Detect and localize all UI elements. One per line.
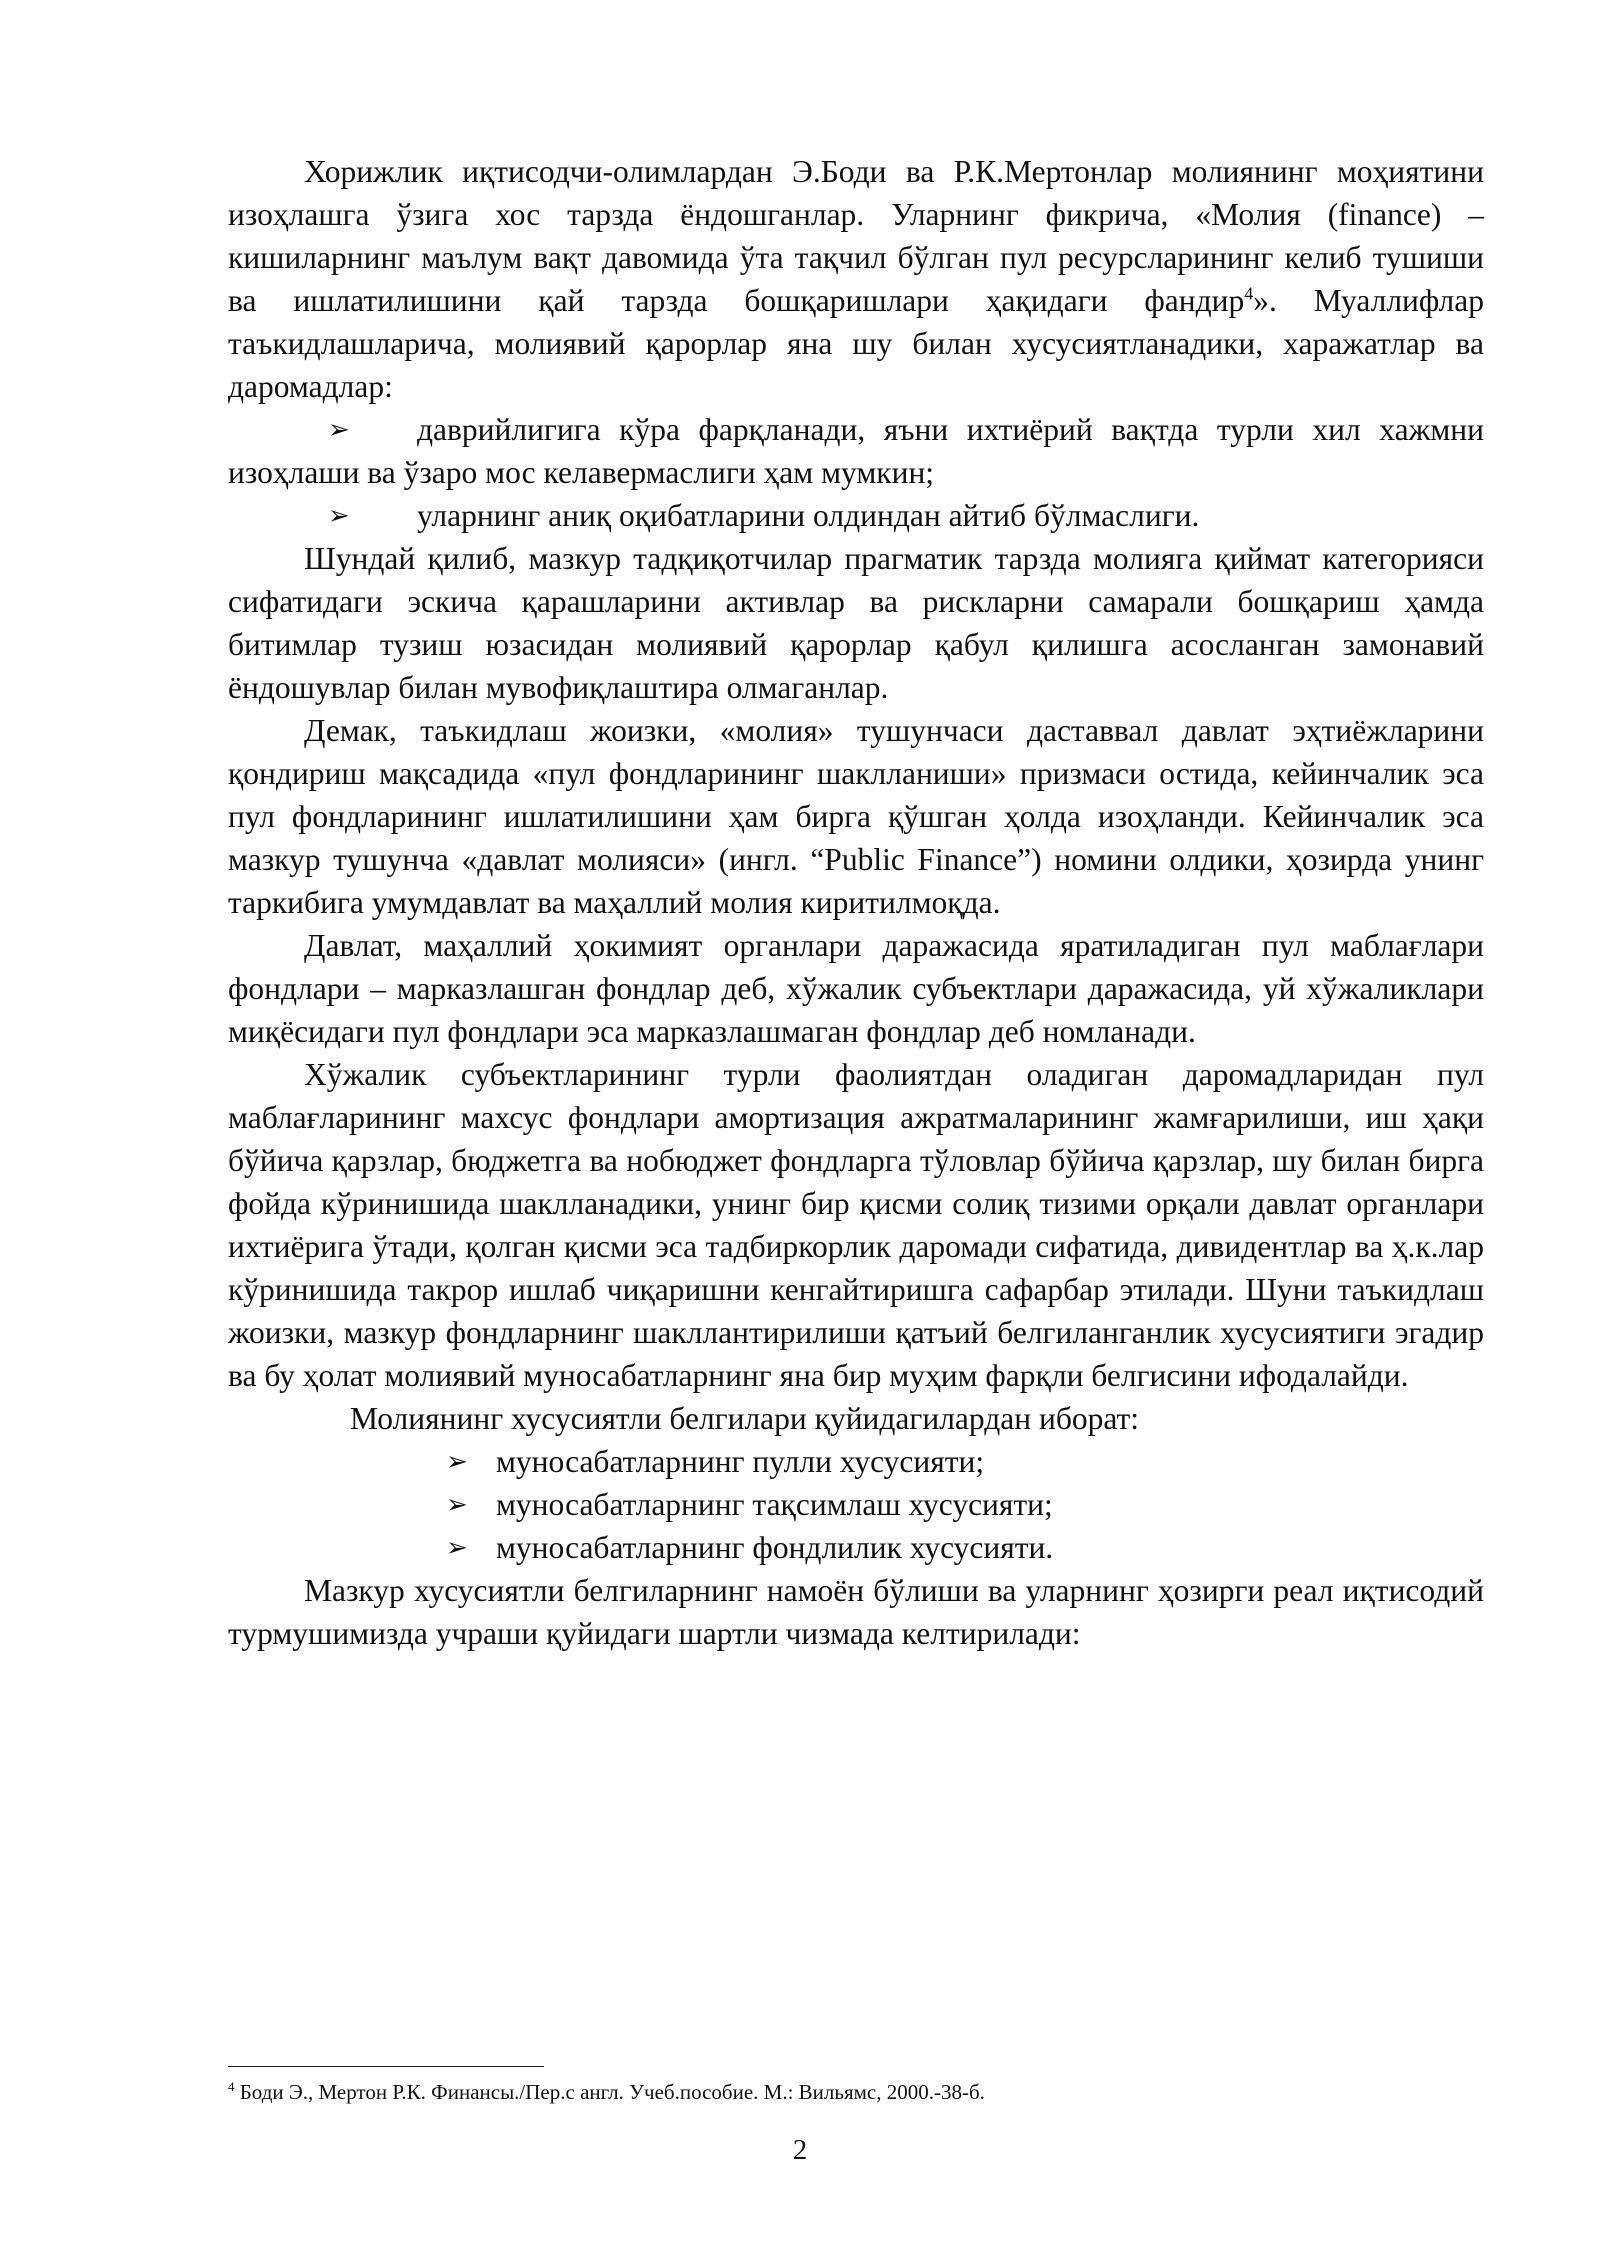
footnote-reference[interactable]: 4 [1244,283,1254,304]
paragraph-4: Давлат, маҳаллий ҳокимият органлари даражасида яратиладиган пул маблағлари фондлари – марказлашган фондлар деб, хўжалик субъектлари даражасида, уй хўжаликлари миқёсидаги пул фондлари эса марказлашмаган фондлар деб номланади. [228,928,1484,1049]
arrow-bullet-icon: ➢ [328,415,350,444]
list-item-text: муносабатларнинг тақсимлаш хусусияти; [496,1487,1053,1522]
footnote-text: Боди Э., Мертон Р.К. Финансы./Пер.с англ. Учеб.пособие. М.: Вильямс, 2000.-38-б. [234,2080,985,2104]
list-item [446,1483,1484,1526]
footnote-separator [228,2066,544,2067]
paragraph-1-text: Хорижлик иқтисодчи-олимлардан Э.Боди ва Р.К.Мертонлар молиянинг моҳиятини изоҳлашга ўзига хос тарзда ёндошганлар. Уларнинг фикрича, «Молия (finance) – кишиларнинг маълум вақт давомида ўта тақчил бўлган пул ресурсларининг келиб тушиши ва ишлатилишини қай тарзда бошқаришлари ҳақидаги фандир [228,154,1484,318]
arrow-bullet-icon: ➢ [446,1490,468,1519]
paragraph-5: Хўжалик субъектларининг турли фаолиятдан оладиган даромадларидан пул маблағларининг махсус фондлари амортизация ажратмаларининг жамғарилиши, иш ҳақи бўйича қарзлар, бюджетга ва нобюджет фондларга тўловлар бўйича қарзлар, шу билан бирга фойда кўринишида шаклланадики, унинг бир қисми солиқ тизими орқали давлат органлари ихтиёрига ўтади, қолган қисми эса тадбиркорлик даромади сифатида, дивидентлар ва ҳ.к.лар кўринишида такрор ишлаб чиқаришни кенгайтиришга сафарбар этилади. Шуни таъкидлаш жоизки, мазкур фондларнинг шакллантирилиши қатъий белгиланганлик хусусиятиги эгадир ва бу ҳолат молиявий муносабатларнинг яна бир муҳим фарқли белгисини ифодалайди. [228,1057,1484,1393]
list-item-text: муносабатларнинг фондлилик хусусияти. [496,1530,1054,1565]
paragraph-6: Молиянинг хусусиятли белгилари қуйидагилардан иборат: [350,1401,1140,1436]
list-item-text: даврийлигига кўра фарқланади, яъни ихтиёрий вақтда турли хил хажмни изоҳлаши ва ўзаро мос келавермаслиги ҳам мумкин; [228,412,1484,490]
list-item-text: муносабатларнинг пулли хусусияти; [496,1444,985,1479]
list-item [446,1526,1484,1569]
footnote [228,2078,1484,2106]
paragraph-2: Шундай қилиб, мазкур тадқиқотчилар прагматик тарзда молияга қиймат категорияси сифатидаги эскича қарашларини активлар ва рискларни самарали бошқариш ҳамда битимлар тузиш юзасидан молиявий қарорлар қабул қилишга асосланган замонавий ёндошувлар билан мувофиқлаштира олмаганлар. [228,541,1484,705]
main-text [228,150,1484,1655]
list-item [228,408,1484,494]
features-bullet-list [228,1440,1484,1569]
arrow-bullet-icon: ➢ [328,501,350,530]
expenses-bullet-list [228,408,1484,537]
paragraph-7: Мазкур хусусиятли белгиларнинг намоён бўлиши ва уларнинг ҳозирги реал иқтисодий турмушимизда учраши қуйидаги шартли чизмада келтирилади: [228,1573,1484,1651]
list-item-text: уларнинг аниқ оқибатларини олдиндан айтиб бўлмаслиги. [417,498,1200,533]
footnote-number: 4 [228,2079,235,2094]
arrow-bullet-icon: ➢ [446,1533,468,1562]
paragraph-1-text-cont: ». Муаллифлар таъкидлашларича, молиявий қарорлар яна шу билан хусусиятланадики, харажатлар ва даромадлар: [228,283,1484,404]
list-item [228,494,1484,537]
arrow-bullet-icon: ➢ [446,1447,468,1476]
list-item [446,1440,1484,1483]
paragraph-1 [228,150,1484,408]
paragraph-3: Демак, таъкидлаш жоизки, «молия» тушунчаси даставвал давлат эҳтиёжларини қондириш мақсадида «пул фондларининг шаклланиши» призмаси остида, кейинчалик эса пул фондларининг ишлатилишини ҳам бирга қўшган ҳолда изоҳланди. Кейинчалик эса мазкур тушунча «давлат молияси» (ингл. “Public Finance”) номини олдики, ҳозирда унинг таркибига умумдавлат ва маҳаллий молия киритилмоқда. [228,713,1484,920]
page-number: 2 [792,2134,808,2166]
